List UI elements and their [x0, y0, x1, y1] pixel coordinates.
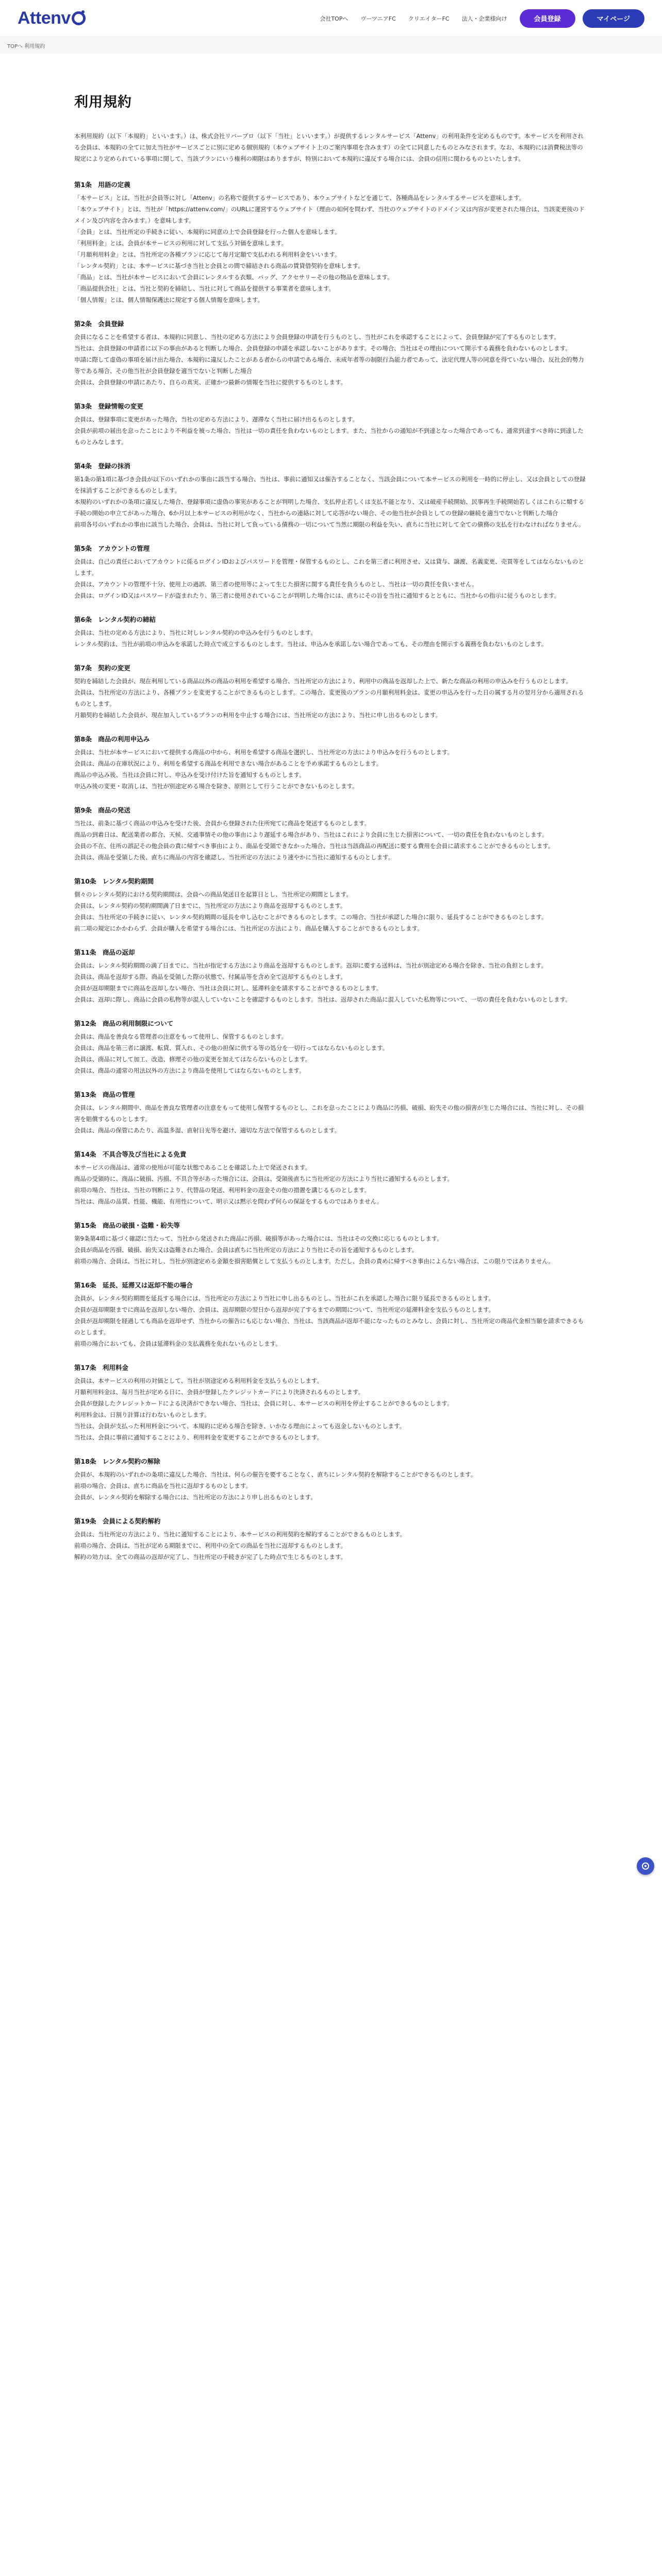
article-title: 第3条 登録情報の変更	[74, 402, 143, 410]
chat-button[interactable]	[637, 1857, 654, 1875]
article-body: 会員は、当社の定める方法により、当社に対しレンタル契約の申込みを行うものとします。 レンタル契約は、当社が前項の申込みを承諾した時点で成立するものとします。当社は、申込みを承諾しない場合であっても、その理由を開示する義務を負わないものとします。	[74, 629, 548, 648]
article-section	[74, 1221, 588, 1267]
article-body: 当社は、前条に基づく商品の申込みを受けた後、会員から登録された住所宛てに商品を発送するものとします。 商品の到着日は、配送業者の都合、天候、交通事情その他の事由により遅延する場合があり、当社はこれにより会員に生じた損害について、一切の責任を負わないものとします。 会員の不在、住所の誤記その他会員の責に帰すべき事由により、商品を受領できなかった場合、当社は当該商品の再配送に要する費用を会員に請求することができるものとします。 会員は、商品を受領した後、直ちに商品の内容を確認し、当社所定の方法により速やかに当社に通知するものとします。	[74, 820, 554, 861]
article-title: 第17条 利用料金	[74, 1364, 128, 1371]
article-title: 第2条 会員登録	[74, 320, 124, 328]
sections-list	[74, 180, 588, 1563]
article-body: 会員が、レンタル契約期間を延長する場合には、当社所定の方法により当社に申し出るものとし、当社がこれを承認した場合に限り延長できるものとします。 会員が返却期限までに商品を返却しない場合、会員は、返却期限の翌日から返却が完了するまでの期間について、当社所定の延滞料金を支払うものとします。 会員が返却期限を経過しても商品を返却せず、当社からの催告にも応じない場合、当社は、当該商品が返却不能になったものとみなし、会員に対し、当社所定の商品代金相当額を請求できるものとします。 前項の場合においても、会員は延滞料金の支払義務を免れないものとします。	[74, 1295, 584, 1347]
article-section	[74, 1149, 588, 1207]
article-body: 契約を締結した会員が、現在利用している商品以外の商品の利用を希望する場合、当社所定の方法により、利用中の商品を返却した上で、新たな商品の利用の申込みを行うものとします。 会員は、当社所定の方法により、各種プランを変更することができるものとします。この場合、変更後のプランの月額利用料金は、変更の申込みを行った日の属する月の翌月分から適用されるものとします。 月額契約を締結した会員が、現在加入しているプランの利用を中止する場合には、当社所定の方法により、当社に申し出るものとします。	[74, 677, 584, 719]
article-title: 第11条 商品の返却	[74, 948, 135, 956]
article-section	[74, 180, 588, 306]
article-body: 会員は、登録事項に変更があった場合、当社の定める方法により、遅滞なく当社に届け出るものとします。 会員が前項の届出を怠ったことにより不利益を被った場合、当社は一切の責任を負わないものとします。また、当社からの通知が不到達となった場合であっても、通常到達すべき時に到達したものとみなします。	[74, 416, 584, 446]
article-section	[74, 1456, 588, 1503]
article-body: 会員は、本サービスの利用の対価として、当社が別途定める利用料金を支払うものとします。 月額利用料金は、毎月当社が定める日に、会員が登録したクレジットカードにより決済されるものとします。 会員が登録したクレジットカードによる決済ができない場合、当社は、会員に対し、本サービスの利用を停止することができるものとします。 利用料金は、日割り計算は行わないものとします。 当社は、会員が支払った利用料金について、本規約に定める場合を除き、いかなる理由によっても返金しないものとします。 当社は、会員に事前に通知することにより、利用料金を変更することができるものとします。	[74, 1377, 453, 1441]
intro-text: 本利用規約（以下「本規約」といいます。）は、株式会社リバーブロ（以下「当社」といいます。）が提供するレンタルサービス「Attenv」の利用条件を定めるものです。本サービスを利用される会員は、本規約の全てに加え当社がサービスごとに別に定める個別規約（本ウェブサイト上のご案内事項を含みます）の全てに同意したものとみなされます。なお、本規約には消費税法等の規定により定められている事項に関して、当該プランにいう権利の期限はありますが、特別において本規約に違反する場合には、会員の信用に関わるものといたします。	[74, 132, 584, 162]
article-section	[74, 1090, 588, 1136]
mypage-button[interactable]: マイページ	[583, 9, 644, 28]
article-section	[74, 401, 588, 448]
article-section	[74, 805, 588, 863]
article-section	[74, 1516, 588, 1563]
article-title: 第6条 レンタル契約の締結	[74, 616, 156, 623]
article-body: 個々のレンタル契約における契約期間は、会員への商品発送日を起算日とし、当社所定の期間とします。 会員は、レンタル契約の契約期間満了日までに、当社所定の方法により商品を返却するものとします。 会員は、当社所定の手続きに従い、レンタル契約期間の延長を申し込むことができるものとします。この場合、当社が承認した場合に限り、延長することができるものとします。 前二項の規定にかかわらず、会員が購入を希望する場合には、当社所定の方法により、商品を購入することができるものとします。	[74, 891, 548, 932]
article-title: 第14条 不具合等及び当社による免責	[74, 1150, 187, 1158]
article-body: 本サービスの商品は、通常の使用が可能な状態であることを確認した上で発送されます。 商品の受領時に、商品に破損、汚損、不具合等があった場合には、会員は、受領後直ちに当社所定の方法により当社に通知するものとします。 前項の場合、当社は、当社の判断により、代替品の発送、利用料金の返金その他の措置を講じるものとします。 当社は、商品の品質、性能、機能、有用性について、明示又は黙示を問わず何らの保証をするものではありません。	[74, 1164, 453, 1205]
article-title: 第15条 商品の破損・盗難・紛失等	[74, 1222, 180, 1229]
article-title: 第16条 延長、延滞又は返却不能の場合	[74, 1281, 193, 1289]
register-button[interactable]: 会員登録	[520, 9, 575, 28]
article-title: 第18条 レンタル契約の解除	[74, 1458, 160, 1465]
article-section	[74, 663, 588, 721]
breadcrumb-text[interactable]: TOPへ 利用規約	[7, 43, 45, 49]
article-section	[74, 1280, 588, 1349]
article-section	[74, 1019, 588, 1076]
article-title: 第19条 会員による契約解約	[74, 1517, 161, 1525]
article-title: 第8条 商品の利用申込み	[74, 735, 150, 743]
article-section	[74, 734, 588, 792]
chat-icon	[642, 1862, 649, 1870]
article-title: 第7条 契約の変更	[74, 664, 130, 672]
nav-link-creator-fc[interactable]: クリエイターFC	[408, 15, 450, 22]
article-section	[74, 947, 588, 1005]
header-nav	[320, 9, 644, 28]
article-title: 第10条 レンタル契約期間	[74, 877, 154, 885]
article-section	[74, 1363, 588, 1443]
logo-text: Attenv	[18, 8, 71, 28]
article-title: 第4条 登録の抹消	[74, 462, 130, 470]
article-body: 会員が、本規約のいずれかの条項に違反した場合、当社は、何らの催告を要することなく、直ちにレンタル契約を解除することができるものとします。 前項の場合、会員は、直ちに商品を当社に返却するものとします。 会員が、レンタル契約を解除する場合には、当社所定の方法により申し出るものとします。	[74, 1471, 477, 1501]
article-section	[74, 544, 588, 601]
article-title: 第5条 アカウントの管理	[74, 545, 150, 552]
article-title: 第9条 商品の発送	[74, 806, 130, 814]
article-body: 会員になることを希望する者は、本規約に同意し、当社の定める方法により会員登録の申請を行うものとし、当社がこれを承認することによって、会員登録が完了するものとします。 当社は、会員登録の申請者に以下の事由があると判断した場合、会員登録の申請を承認しないことがあります。その場合、当社はその理由について開示する義務を負わないものとします。 申請に際して虚偽の事項を届け出た場合、本規約に違反したことがある者からの申請である場合、未成年者等の制限行為能力者であって、法定代理人等の同意を得ていない場合、反社会的勢力等である場合、その他当社が会員登録を適当でないと判断した場合 会員は、会員登録の申請にあたり、自らの真実、正確かつ最新の情報を当社に提供するものとします。	[74, 333, 584, 386]
logo-mark-icon	[72, 11, 86, 25]
article-body: 会員は、当社が本サービスにおいて提供する商品の中から、利用を希望する商品を選択し、当社所定の方法により申込みを行うものとします。 会員は、商品の在庫状況により、利用を希望する商品を利用できない場合があることを予め承諾するものとします。 商品の申込み後、当社は会員に対し、申込みを受け付けた旨を通知するものとします。 申込み後の変更・取消しは、当社が別途定める場合を除き、原則として行うことができないものとします。	[74, 749, 454, 790]
article-title: 第1条 用語の定義	[74, 181, 130, 189]
article-body: 会員は、商品を善良なる管理者の注意をもって使用し、保管するものとします。 会員は、商品を第三者に譲渡、転貸、質入れ、その他の担保に供する等の処分を一切行ってはならないものとします。 会員は、商品に対して加工、改造、修理その他の変更を加えてはならないものとします。 会員は、商品の通常の用法以外の方法により商品を使用してはならないものとします。	[74, 1033, 389, 1074]
article-section	[74, 461, 588, 530]
nav-link-company[interactable]: 会社TOPへ	[320, 15, 349, 22]
article-body: 会員は、当社所定の方法により、当社に通知することにより、本サービスの利用契約を解約することができるものとします。 前項の場合、会員は、当社が定める期限までに、利用中の全ての商品を当社に返却するものとします。 解約の効力は、全ての商品の返却が完了し、当社所定の手続きが完了した時点で生じるものとします。	[74, 1531, 406, 1561]
article-body: 会員は、レンタル期間中、商品を善良な管理者の注意をもって使用し保管するものとし、これを怠ったことにより商品に汚損、破損、紛失その他の損害が生じた場合には、当社に対し、その損害を賠償するものとします。 会員は、商品の保管にあたり、高温多湿、直射日光等を避け、適切な方法で保管するものとします。	[74, 1104, 584, 1134]
logo[interactable]	[18, 8, 86, 28]
article-body: 会員は、自己の責任においてアカウントに係るログインIDおよびパスワードを管理・保管するものとし、これを第三者に利用させ、又は貸与、譲渡、名義変更、売買等をしてはならないものとします。 会員は、アカウントの管理不十分、使用上の過誤、第三者の使用等によって生じた損害に関する責任を負うものとし、当社は一切の責任を負いません。 会員は、ログインID又はパスワードが盗まれたり、第三者に使用されていることが判明した場合には、直ちにその旨を当社に通知するとともに、当社からの指示に従うものとします。	[74, 558, 584, 599]
nav-link-fc[interactable]: ヴーツニアFC	[360, 15, 396, 22]
article-title: 第13条 商品の管理	[74, 1091, 135, 1098]
article-section	[74, 876, 588, 934]
article-body: 「本サービス」とは、当社が会員等に対し「Attenv」の名称で提供するサービスであり、本ウェブサイトなどを通じて、各種商品をレンタルするサービスを意味します。 「本ウェブサイト」とは、当社が「https://attenv.com/」のURLに運営するウェブサイト（理由の如何を問わず、当社のウェブサイトのドメイン又は内容が変更された場合は、当該変更後のドメイン及び内容を含みます。）を意味します。 「会員」とは、当社所定の手続きに従い、本規約に同意の上で会員登録を行った個人を意味します。 「利用料金」とは、会員が本サービスの利用に対して支払う対価を意味します。 「月額利用料金」とは、当社所定の各種プランに応じて毎月定額で支払われる利用料金をいいます。 「レンタル契約」とは、本サービスに基づき当社と会員との間で締結される商品の賃貸借契約を意味します。 「商品」とは、当社が本サービスにおいて会員にレンタルする衣類、バッグ、アクセサリーその他の物品を意味します。 「商品提供会社」とは、当社と契約を締結し、当社に対して商品を提供する事業者を意味します。 「個人情報」とは、個人情報保護法に規定する個人情報を意味します。	[74, 194, 585, 303]
main-content	[0, 54, 662, 1563]
article-body: 第9条第4項に基づく確認に当たって、当社から発送された商品に汚損、破損等があった場合には、当社はその交換に応じるものとします。 会員が商品を汚損、破損、紛失又は盗難された場合、会員は直ちに当社所定の方法により当社にその旨を通知するものとします。 前項の場合、会員は、当社に対し、当社が別途定める金額を損害賠償として支払うものとします。ただし、会員の責めに帰すべき事由によらない場合は、この限りではありません。	[74, 1235, 555, 1265]
nav-link-corporate[interactable]: 法人・企業様向け	[461, 15, 507, 22]
breadcrumb	[0, 37, 662, 54]
article-body: 第1条の第1項に基づき会員が以下のいずれかの事由に該当する場合、当社は、事前に通知又は催告することなく、当該会員について本サービスの利用を一時的に停止し、又は会員としての登録を抹消することができるものとします。 本規約のいずれかの条項に違反した場合、登録事項に虚偽の事実があることが判明した場合、支払停止若しくは支払不能となり、又は破産手続開始、民事再生手続開始若しくはこれらに類する手続の開始の申立てがあった場合、6か月以上本サービスの利用がなく、当社からの連絡に対して応答がない場合、その他当社が会員としての登録の継続を適当でないと判断した場合 前項各号のいずれかの事由に該当した場合、会員は、当社に対して負っている債務の一切について当然に期限の利益を失い、直ちに当社に対して全ての債務の支払を行わなければなりません。	[74, 476, 586, 528]
article-body: 会員は、レンタル契約期間の満了日までに、当社が指定する方法により商品を返却するものとします。返却に要する送料は、当社が別途定める場合を除き、当社の負担とします。 会員は、商品を返却する際、商品を受領した際の状態で、付属品等を含め全て返却するものとします。 会員が返却期限までに商品を返却しない場合、当社は会員に対し、延滞料金を請求することができるものとします。 会員は、返却に際し、商品に会員の私物等が混入していないことを確認するものとします。当社は、返却された商品に混入していた私物等について、一切の責任を負わないものとします。	[74, 962, 571, 1003]
page-title: 利用規約	[74, 94, 132, 110]
site-header	[0, 0, 662, 37]
article-title: 第12条 商品の利用制限について	[74, 1020, 174, 1027]
article-section	[74, 615, 588, 650]
article-section	[74, 319, 588, 388]
